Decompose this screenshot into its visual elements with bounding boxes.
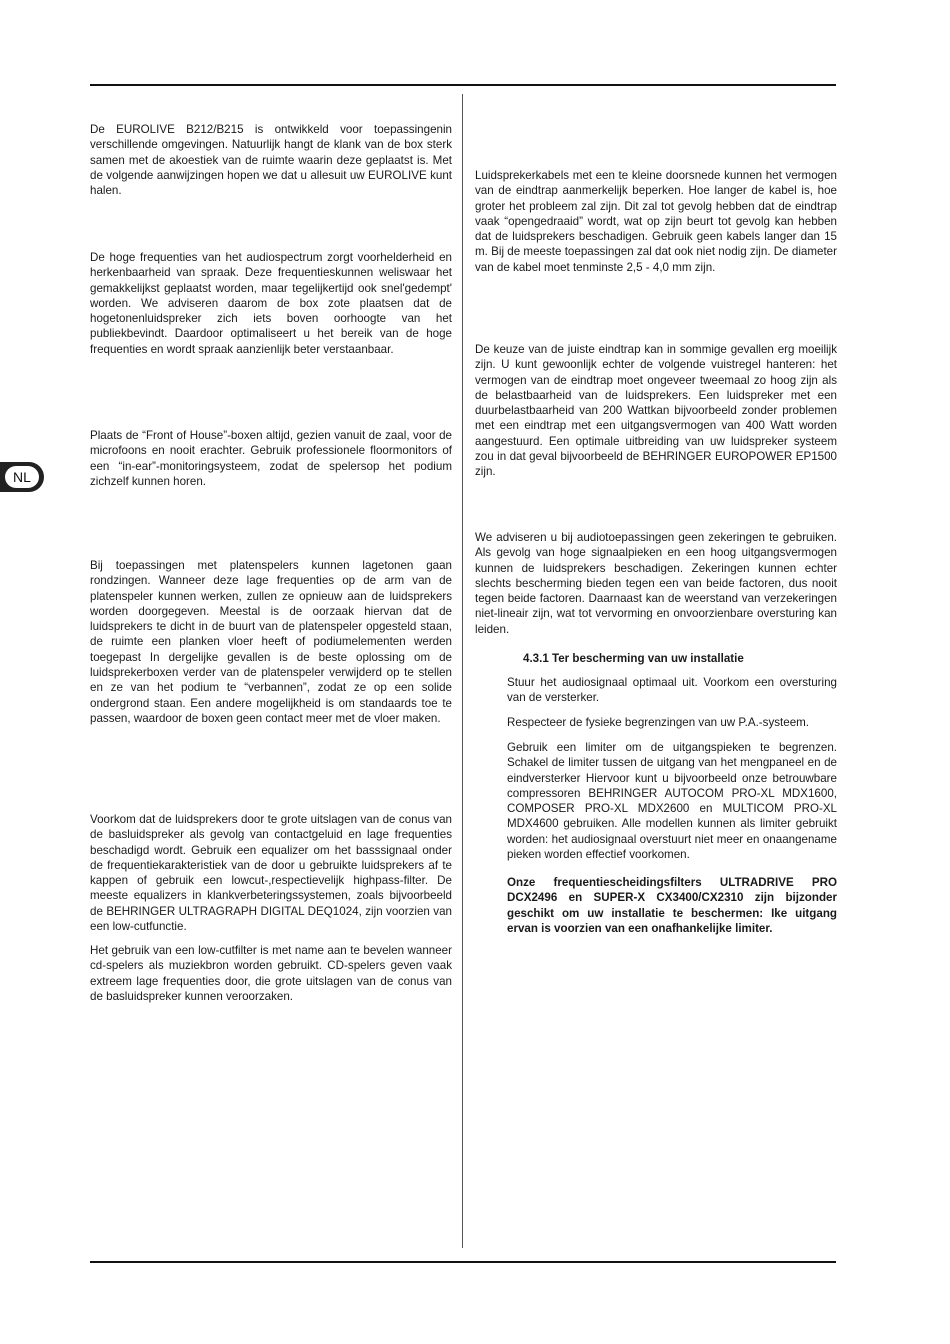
- paragraph-high-frequencies: De hoge frequenties van het audiospectrum zorgt voorhelderheid en herkenbaarheid van spraak. Deze frequentieskunnen weliswaar het gemakkelijkst geplaatst worden, maar tegelijkertijd ook snel'gedempt' worden. We adviseren daarom de box zote plaatsen dat de hogetonenluidspreker zich iets boven oorhoogte van het publiekbevindt. Daardoor optimaliseert u het bereik van de hoge frequenties en wordt spraak aanzienlijk beter verstaanbaar.: [90, 251, 452, 356]
- subsection-heading: 4.3.1 Ter bescherming van uw installatie: [523, 652, 744, 665]
- paragraph-fuses: We adviseren u bij audiotoepassingen geen zekeringen te gebruiken. Als gevolg van hoge signaalpieken en een hoog uitgangsvermogen kunnen de luidsprekers beschadigen. Zekeringen kunnen echter slechts bescherming bieden tegen een van beide factoren, dus nooit tegen beide factoren. Daarnaast kan de weerstand van verzekeringen niet-lineair zijn, wat tot vervorming en onvoorzienbare oversturing kan leiden.: [475, 531, 837, 636]
- sub-paragraph-signal: Stuur het audiosignaal optimaal uit. Voorkom een oversturing van de versterker.: [507, 676, 837, 705]
- paragraph-intro: De EUROLIVE B212/B215 is ontwikkeld voor toepassingenin verschillende omgevingen. Natuurlijk hangt de klank van de box sterk samen met de akoestiek van de ruimte waarin deze geplaatst is. Met de volgende aanwijzingen hopen we dat u allesuit uw EUROLIVE kunt halen.: [90, 123, 452, 198]
- sub-paragraph-limiter: Gebruik een limiter om de uitgangspieken te begrenzen. Schakel de limiter tussen de uitgang van het mengpaneel en de eindversterker Hiervoor kunt u bijvoorbeeld onze betrouwbare compressoren BEHRINGER AUTOCOM PRO-XL MDX1600, COMPOSER PRO-XL MDX2600 en MULTICOM PRO-XL MDX4600 gebruiken. Alle modellen kunnen als limiter gebruikt worden: het audiosignaal overstuurt niet meer en onaangename pieken worden effectief voorkomen.: [507, 741, 837, 862]
- paragraph-turntables: Bij toepassingen met platenspelers kunnen lagetonen gaan rondzingen. Wanneer deze lage frequenties op de arm van de platenspeler kunnen werken, zullen ze opnieuw aan de luidsprekers worden doorgegeven. Meestal is de oorzaak hiervan dat de luidsprekers te dicht in de buurt van de platenspeler opgesteld staan, de ruimte een planken vloer heeft of podiumelementen werden toegepast In dergelijke gevallen is de beste oplossing om de luidsprekerboxen verder van de platenspeler verwijderd op te stellen en ze van het podium te “verbannen”, zodat ze op een solide ondergrond staan. Een andere mogelijkheid is om standaards toe te passen, waardoor de boxen geen contact meer met de vloer maken.: [90, 559, 452, 725]
- language-tab: [0, 462, 44, 492]
- paragraph-lowcut: Voorkom dat de luidsprekers door te grote uitslagen van de conus van de basluidspreker als gevolg van contactgeluid en lage frequenties beschadigd wordt. Gebruik een equalizer om het basssignaal onder de frequentiekarakteristiek van de door u gebruikte luidsprekers af te kappen of gebruik een lowcut-,respectievelijk highpass-filter. De meeste equalizers in klankverbeteringssystemen, zoals bijvoorbeeld de BEHRINGER ULTRAGRAPH DIGITAL DEQ1024, zijn voorzien van een low-cutfunctie.: [90, 813, 452, 934]
- paragraph-amplifier-choice: De keuze van de juiste eindtrap kan in sommige gevallen erg moeilijk zijn. U kunt gewoonlijk echter de volgende vuistregel hanteren: het vermogen van de eindtrap moet ongeveer tweemaal zo hoog zijn als de belastbaarheid van de luidsprekers. Een luidspreker met een duurbelastbaarheid van 200 Wattkan bijvoorbeeld zonder problemen met een eindtrap met een uitgangsvermogen van 400 Watt worden aangestuurd. Een optimale uitbreiding van uw luidspreker systeem zou in dat geval bijvoorbeeld de BEHRINGER EUROPOWER EP1500 zijn.: [475, 343, 837, 479]
- paragraph-speaker-cables: Luidsprekerkabels met een te kleine doorsnede kunnen het vermogen van de eindtrap aanmerkelijk beperken. Hoe langer de kabel is, hoe groter het probleem zal zijn. Dit zal tot gevolg hebben dat de eindtrap vaak “opengedraaid” wordt, wat op zijn beurt tot gevolg kan hebben dat de luidsprekers beschadigen. Gebruik geen kabels langer dan 15 m. Bij de meeste toepassingen zal dat ook niet nodig zijn. De diameter van de kabel moet tenminste 2,5 - 4,0 mm zijn.: [475, 169, 837, 274]
- column-divider: [462, 94, 463, 1248]
- footer-rule: [90, 1261, 836, 1263]
- header-rule: [90, 84, 836, 86]
- paragraph-cd-players: Het gebruik van een low-cutfilter is met name aan te bevelen wanneer cd-spelers als muziekbron worden gebruikt. CD-spelers geven vaak extreem lage frequenties door, die grote uitslagen van de conus van de basluidspreker kunnen veroorzaken.: [90, 944, 452, 1003]
- language-tab-label: NL: [5, 466, 39, 488]
- sub-paragraph-limits: Respecteer de fysieke begrenzingen van uw P.A.-systeem.: [507, 716, 810, 729]
- sub-paragraph-crossover: Onze frequentiescheidingsfilters ULTRADRIVE PRO DCX2496 en SUPER-X CX3400/CX2310 zijn bijzonder geschikt om uw installatie te beschermen: Ike uitgang ervan is voorzien van een onafhankelijke limiter.: [507, 876, 837, 935]
- paragraph-front-of-house: Plaats de “Front of House”-boxen altijd, gezien vanuit de zaal, voor de microfoons en nooit erachter. Gebruik professionele floormonitors of een “in-ear”-monitoringsysteem, zodat de spelersop het podium zichzelf kunnen horen.: [90, 429, 452, 488]
